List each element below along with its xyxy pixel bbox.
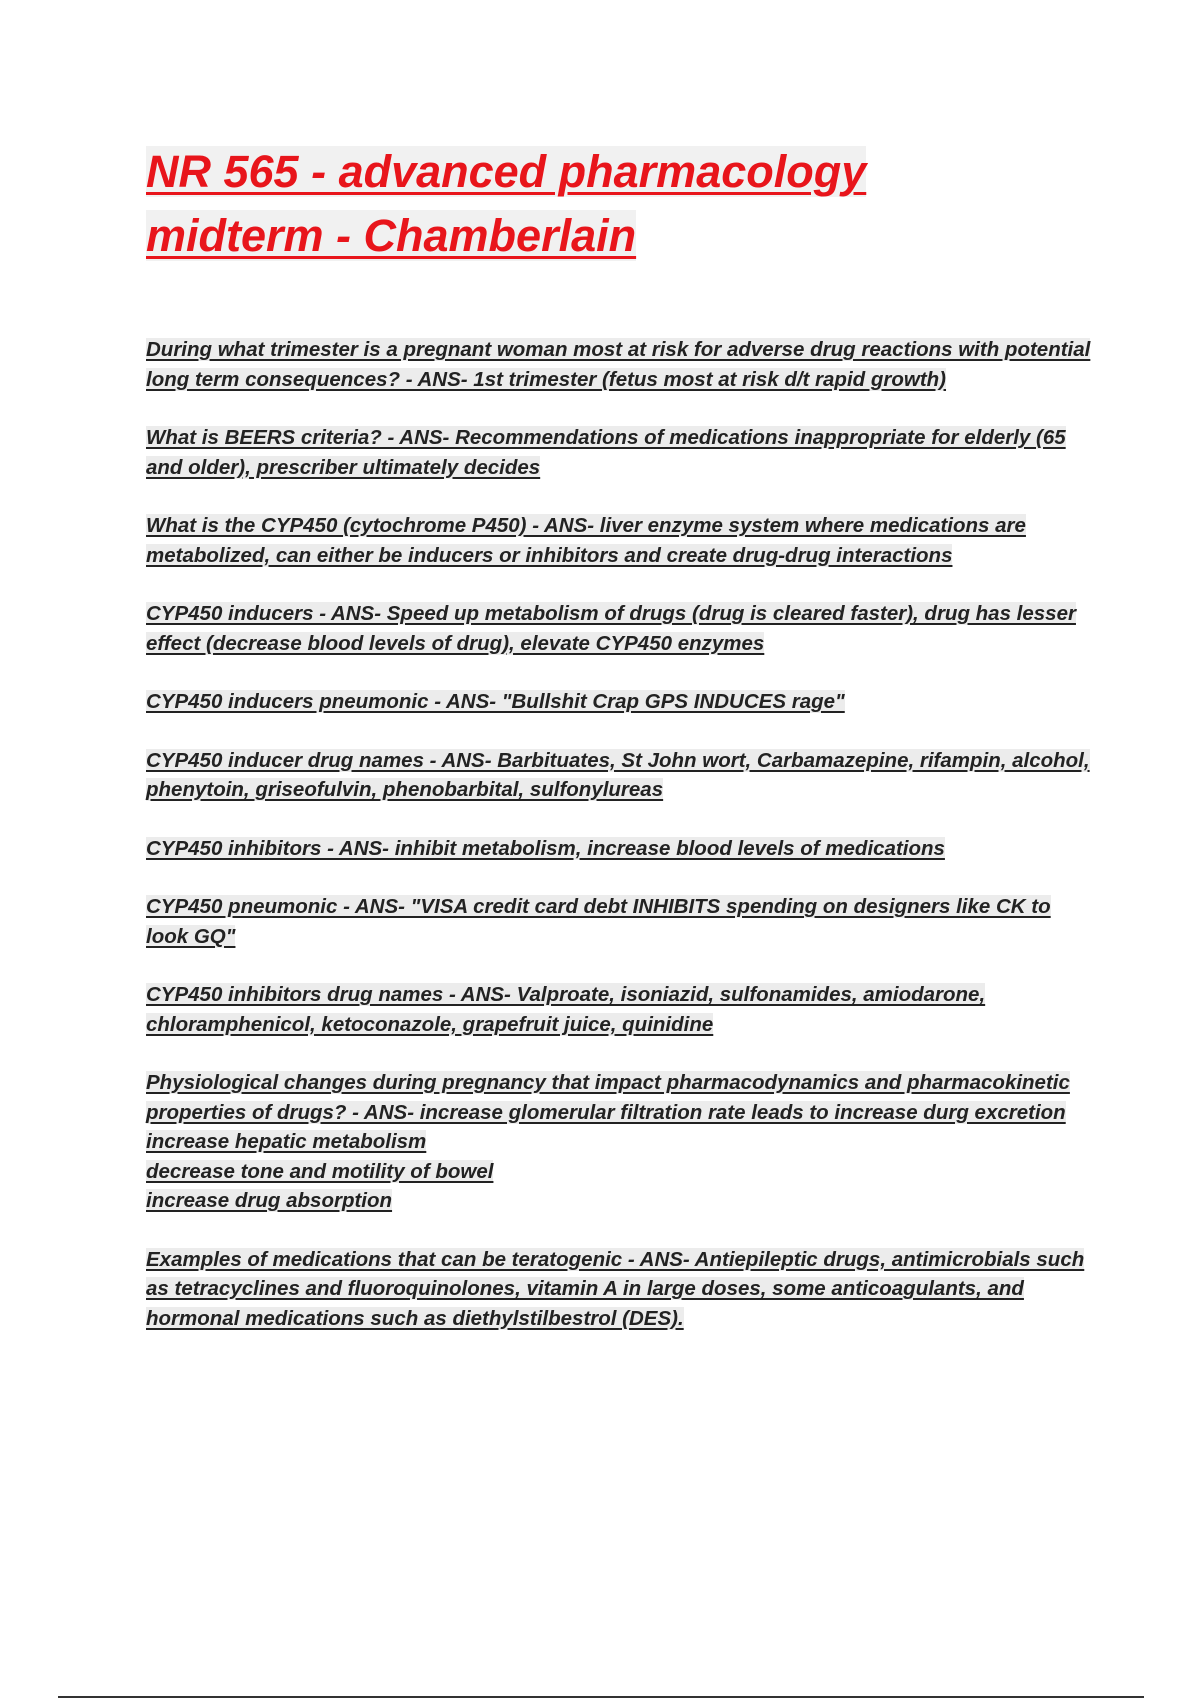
qa-item-trimester (146, 335, 1096, 394)
page-bottom-rule (58, 1696, 1144, 1698)
qa-item-teratogenic (146, 1245, 1096, 1334)
qa-list (146, 335, 1096, 1362)
qa-text: CYP450 pneumonic - ANS- "VISA credit card debt INHIBITS spending on designers like CK to look GQ" (146, 895, 1051, 948)
page-title (146, 140, 1046, 268)
qa-text: CYP450 inducers - ANS- Speed up metabolism of drugs (drug is cleared faster), drug has lesser effect (decrease blood levels of drug), elevate CYP450 enzymes (146, 602, 1076, 655)
qa-item-inhibitors-pneumonic (146, 892, 1096, 951)
qa-text: decrease tone and motility of bowel (146, 1159, 494, 1183)
qa-text: What is the CYP450 (cytochrome P450) - ANS- liver enzyme system where medications are metabolized, can either be inducers or inhibitors and create drug-drug interactions (146, 514, 1026, 567)
qa-item-cyp450 (146, 511, 1096, 570)
qa-item-pregnancy-changes (146, 1068, 1096, 1216)
qa-text: CYP450 inhibitors - ANS- inhibit metabolism, increase blood levels of medications (146, 836, 945, 860)
page-title-line-2: midterm - Chamberlain (146, 210, 637, 261)
qa-text: During what trimester is a pregnant woman most at risk for adverse drug reactions with potential long term consequences? - ANS- 1st trimester (fetus most at risk d/t rapid growth) (146, 338, 1091, 391)
qa-text: What is BEERS criteria? - ANS- Recommendations of medications inappropriate for elderly (65 and older), prescriber ultimately decides (146, 426, 1066, 479)
qa-item-inducer-drug-names (146, 746, 1096, 805)
qa-text: CYP450 inducer drug names - ANS- Barbituates, St John wort, Carbamazepine, rifampin, alcohol, phenytoin, griseofulvin, phenobarbital, sulfonylureas (146, 748, 1090, 801)
qa-item-inducers (146, 599, 1096, 658)
qa-text: CYP450 inducers pneumonic - ANS- "Bullshit Crap GPS INDUCES rage" (146, 690, 845, 713)
qa-text: increase hepatic metabolism (146, 1130, 427, 1153)
qa-item-inhibitors (146, 834, 1096, 864)
qa-item-beers (146, 423, 1096, 482)
qa-text: Examples of medications that can be teratogenic - ANS- Antiepileptic drugs, antimicrobials such as tetracyclines and fluoroquinolones, vitamin A in large doses, some anticoagulants, and hormonal medications such as diethylstilbestrol (DES). (146, 1247, 1085, 1330)
qa-text: increase drug absorption (146, 1189, 393, 1212)
qa-text: CYP450 inhibitors drug names - ANS- Valproate, isoniazid, sulfonamides, amiodarone, chloramphenicol, ketoconazole, grapefruit juice, quinidine (146, 983, 986, 1036)
page-title-line-1: NR 565 - advanced pharmacology (146, 146, 867, 197)
qa-item-inhibitor-drug-names (146, 980, 1096, 1039)
qa-item-inducers-pneumonic (146, 687, 1096, 717)
qa-text: Physiological changes during pregnancy that impact pharmacodynamics and pharmacokinetic properties of drugs? - ANS- increase glomerular filtration rate leads to increase durg excretion (146, 1071, 1070, 1124)
